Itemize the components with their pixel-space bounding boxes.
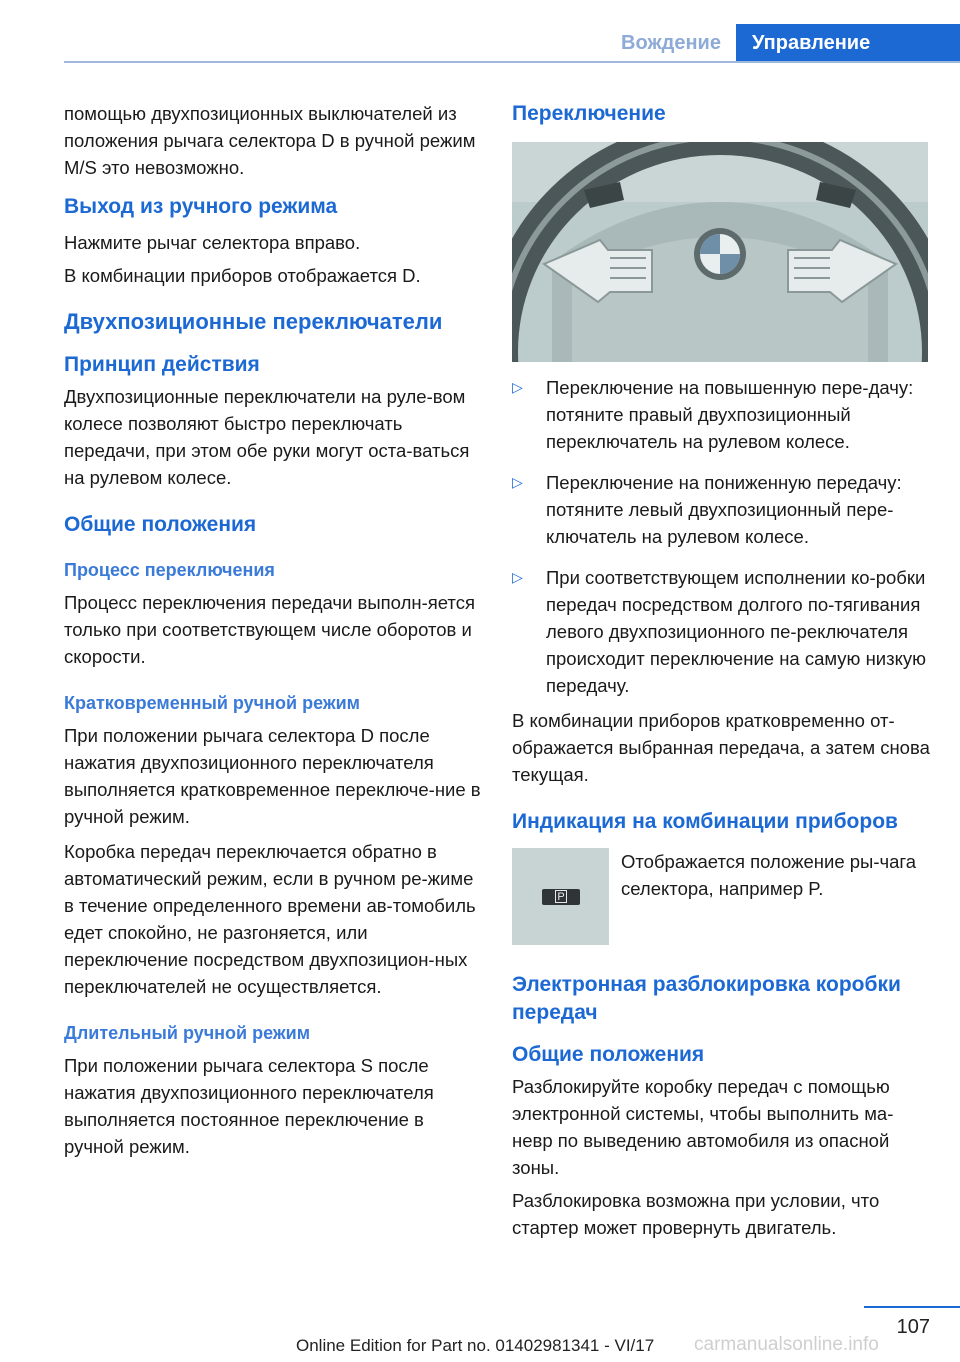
unlock-heading: Электронная разблокировка коробки передач — [512, 973, 901, 1024]
watermark: carmanualsonline.info — [694, 1334, 879, 1355]
steering-wheel-illustration — [512, 142, 928, 362]
general-heading: Общие положения — [64, 513, 257, 536]
footer-rule — [864, 1306, 960, 1308]
long-manual-text: При положении рычага селектора S после нажатия двухпозиционного переключателя выполняется постоянное переключение в ручной режим. — [64, 1055, 434, 1157]
list-item: ▷ Переключение на пониженную передачу: потяните левый двухпозиционный пере-ключатель на рулевом колесе. — [512, 469, 932, 550]
unlock-general-heading: Общие положения — [512, 1043, 705, 1066]
right-column — [512, 100, 932, 1253]
principle-text: Двухпозиционные переключатели на руле-вом колесе позволяют быстро переключать передачи, при этом обе руки могут оста-ваться на рулевом колесе. — [64, 386, 470, 488]
process-text: Процесс переключения передачи выполн-яется только при соответствующем числе оборотов и скорости. — [64, 592, 475, 667]
shifting-after-text: В комбинации приборов кратковременно от-ображается выбранная передача, а затем снова текущая. — [512, 710, 930, 785]
triangle-bullet-icon: ▷ — [512, 569, 523, 585]
tab-driving: Вождение — [621, 32, 721, 54]
tab-controls: Управление — [736, 24, 960, 62]
unlock-p2: Разблокировка возможна при условии, что стартер может провернуть двигатель. — [512, 1190, 880, 1238]
paddles-heading: Двухпозиционные переключатели — [64, 309, 443, 334]
gear-letter: P — [555, 890, 567, 903]
exit-manual-p2: В комбинации приборов отображается D. — [64, 265, 421, 286]
process-heading: Процесс переключения — [64, 560, 275, 580]
triangle-bullet-icon: ▷ — [512, 474, 523, 490]
gear-display — [542, 889, 580, 905]
long-manual-heading: Длительный ручной режим — [64, 1023, 311, 1043]
indication-text: Отображается положение ры-чага селектора, например P. — [621, 851, 917, 899]
indication-row — [512, 848, 932, 945]
unlock-p1: Разблокируйте коробку передач с помощью электронной системы, чтобы выполнить ма-невр по выведению автомобиля из опасной зоны. — [512, 1076, 894, 1178]
left-column — [64, 100, 482, 1172]
short-manual-p1: При положении рычага селектора D после нажатия двухпозиционного переключателя выполняется кратковременное переключе-ние в ручной режим. — [64, 725, 481, 827]
edition-text: Online Edition for Part no. 01402981341 - VI/17 — [296, 1336, 655, 1355]
principle-heading: Принцип действия — [64, 353, 260, 376]
intro-text: помощью двухпозиционных выключателей из положения рычага селектора D в ручной режим M/S это невозможно. — [64, 103, 476, 178]
short-manual-heading: Кратковременный ручной режим — [64, 693, 360, 713]
exit-manual-heading: Выход из ручного режима — [64, 195, 338, 218]
indication-heading: Индикация на комбинации приборов — [512, 810, 898, 833]
short-manual-p2: Коробка передач переключается обратно в автоматический режим, если в ручном ре-жиме в течение определенного времени ав-томобиль едет спокойно, не разгоняется, или переключение посредством двухпозицион-ных переключателей не осуществляется. — [64, 841, 476, 997]
header-rule — [64, 61, 960, 63]
shifting-heading: Переключение — [512, 102, 666, 125]
triangle-bullet-icon: ▷ — [512, 379, 523, 395]
exit-manual-p1: Нажмите рычаг селектора вправо. — [64, 232, 361, 253]
list-item: ▷ Переключение на повышенную пере-дачу: потяните правый двухпозиционный переключатель на рулевом колесе. — [512, 374, 932, 455]
page-number: 107 — [896, 1316, 930, 1338]
list-item: ▷ При соответствующем исполнении ко-робки передач посредством долгого по-тягивания левого двухпозиционного пе-реключателя происходит переключение на самую низкую передачу. — [512, 564, 932, 699]
gear-display-image — [512, 848, 609, 945]
